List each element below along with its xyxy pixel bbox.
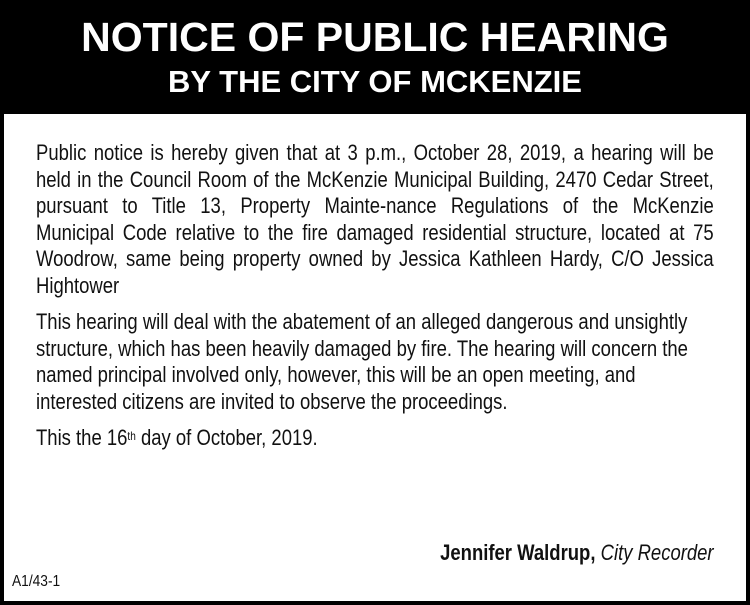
signatory-title: City Recorder: [601, 540, 714, 565]
notice-date-line: [36, 425, 606, 451]
notice-paragraph-hearing-purpose: This hearing will deal with the abatement of an alleged dangerous and unsightly structure, which has been heavily damaged by fire. The hearing will concern the named principal involved only, however, this will be an open meeting, and interested citizens are invited to observe the proceedings.: [36, 309, 688, 414]
ad-code: A1/43-1: [12, 573, 61, 590]
signatory-name: Jennifer Waldrup,: [440, 540, 596, 565]
date-line-suffix: day of October, 2019.: [135, 425, 318, 450]
date-line-prefix: This the 16: [36, 425, 128, 450]
notice-title: NOTICE OF PUBLIC HEARING: [81, 14, 669, 60]
date-line-ordinal-suffix: th: [127, 429, 136, 443]
notice-signature: [441, 540, 714, 566]
notice-body: [4, 114, 746, 601]
notice-subtitle: BY THE CITY OF MCKENZIE: [168, 64, 582, 99]
notice-paragraph-hearing-details: Public notice is hereby given that at 3 p.m., October 28, 2019, a hearing will be held in the Council Room of the McKenzie Municipal Building, 2470 Cedar Street, pursuant to Title 13, Property Mainte-nance Regulations of the McKenzie Municipal Code relative to the fire damaged residential structure, located at 75 Woodrow, same being property owned by Jessica Kathleen Hardy, C/O Jessica Hightower: [36, 140, 714, 298]
notice-header: [4, 0, 746, 114]
